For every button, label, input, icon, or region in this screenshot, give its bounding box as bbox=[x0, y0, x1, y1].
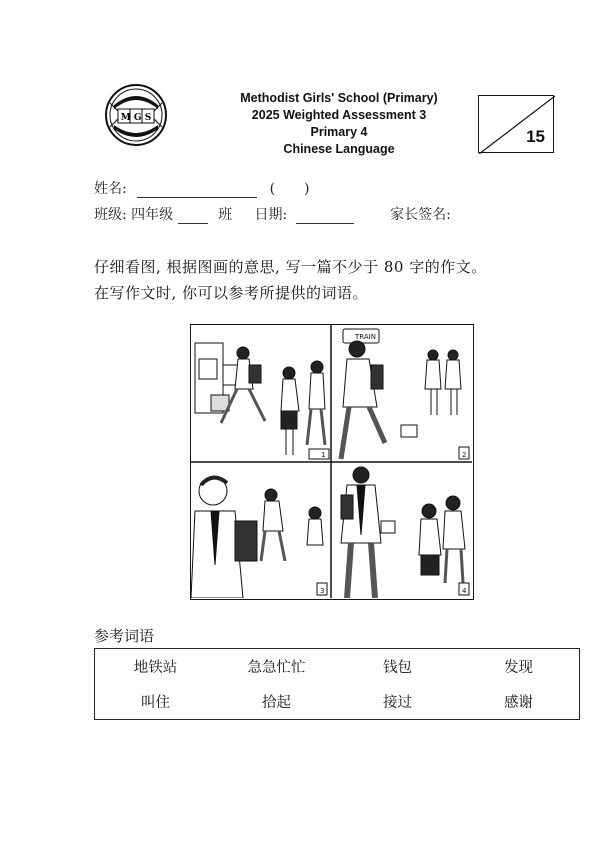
train-sign-text: TRAIN bbox=[355, 333, 376, 341]
panel-1 bbox=[195, 343, 329, 459]
reference-word: 拾起 bbox=[262, 695, 291, 711]
reference-word: 感谢 bbox=[504, 695, 533, 711]
class-field[interactable] bbox=[178, 223, 208, 224]
date-field[interactable] bbox=[296, 223, 354, 224]
date-label: 日期: bbox=[254, 207, 288, 223]
reference-word: 地铁站 bbox=[133, 660, 178, 676]
instructions bbox=[94, 254, 574, 306]
exam-header bbox=[200, 90, 478, 158]
panel-2-number: 2 bbox=[462, 451, 467, 459]
parent-signature-label: 家长签名: bbox=[390, 207, 451, 223]
reference-word-table bbox=[94, 648, 580, 720]
level-name: Primary 4 bbox=[310, 125, 368, 139]
assessment-name: 2025 Weighted Assessment 3 bbox=[251, 108, 427, 122]
reference-word: 急急忙忙 bbox=[247, 660, 306, 676]
score-box bbox=[478, 95, 554, 153]
class-label: 班级: 四年级 bbox=[94, 207, 174, 223]
panel-3 bbox=[191, 477, 327, 598]
name-row bbox=[94, 178, 309, 198]
name-label: 姓名: bbox=[94, 181, 127, 197]
subject-name: Chinese Language bbox=[283, 142, 395, 156]
name-field[interactable] bbox=[137, 197, 257, 198]
instruction-line-2: 在写作文时, 你可以参考所提供的词语。 bbox=[94, 284, 369, 302]
reference-word: 钱包 bbox=[383, 660, 412, 676]
comic-strip bbox=[190, 324, 474, 600]
class-row bbox=[94, 204, 451, 224]
school-name: Methodist Girls' School (Primary) bbox=[240, 91, 438, 105]
paren-close: ) bbox=[304, 181, 310, 197]
panel-3-number: 3 bbox=[320, 587, 325, 595]
reference-word: 叫住 bbox=[141, 695, 170, 711]
reference-word: 接过 bbox=[383, 695, 412, 711]
panel-2 bbox=[341, 329, 469, 459]
reference-word: 发现 bbox=[504, 660, 533, 676]
paren-open: ( bbox=[269, 181, 276, 197]
logo-lettering: M G S bbox=[120, 113, 152, 123]
panel-1-number: 1 bbox=[321, 451, 326, 459]
instruction-line-1: 仔细看图, 根据图画的意思, 写一篇不少于 80 字的作文。 bbox=[94, 258, 487, 276]
panel-4-number: 4 bbox=[462, 587, 467, 595]
panel-4 bbox=[341, 467, 469, 598]
score-max: 15 bbox=[526, 127, 545, 146]
reference-title: 参考词语 bbox=[94, 627, 155, 645]
class-suffix: 班 bbox=[218, 207, 233, 223]
comic-illustration bbox=[191, 325, 472, 598]
school-logo bbox=[104, 83, 168, 147]
